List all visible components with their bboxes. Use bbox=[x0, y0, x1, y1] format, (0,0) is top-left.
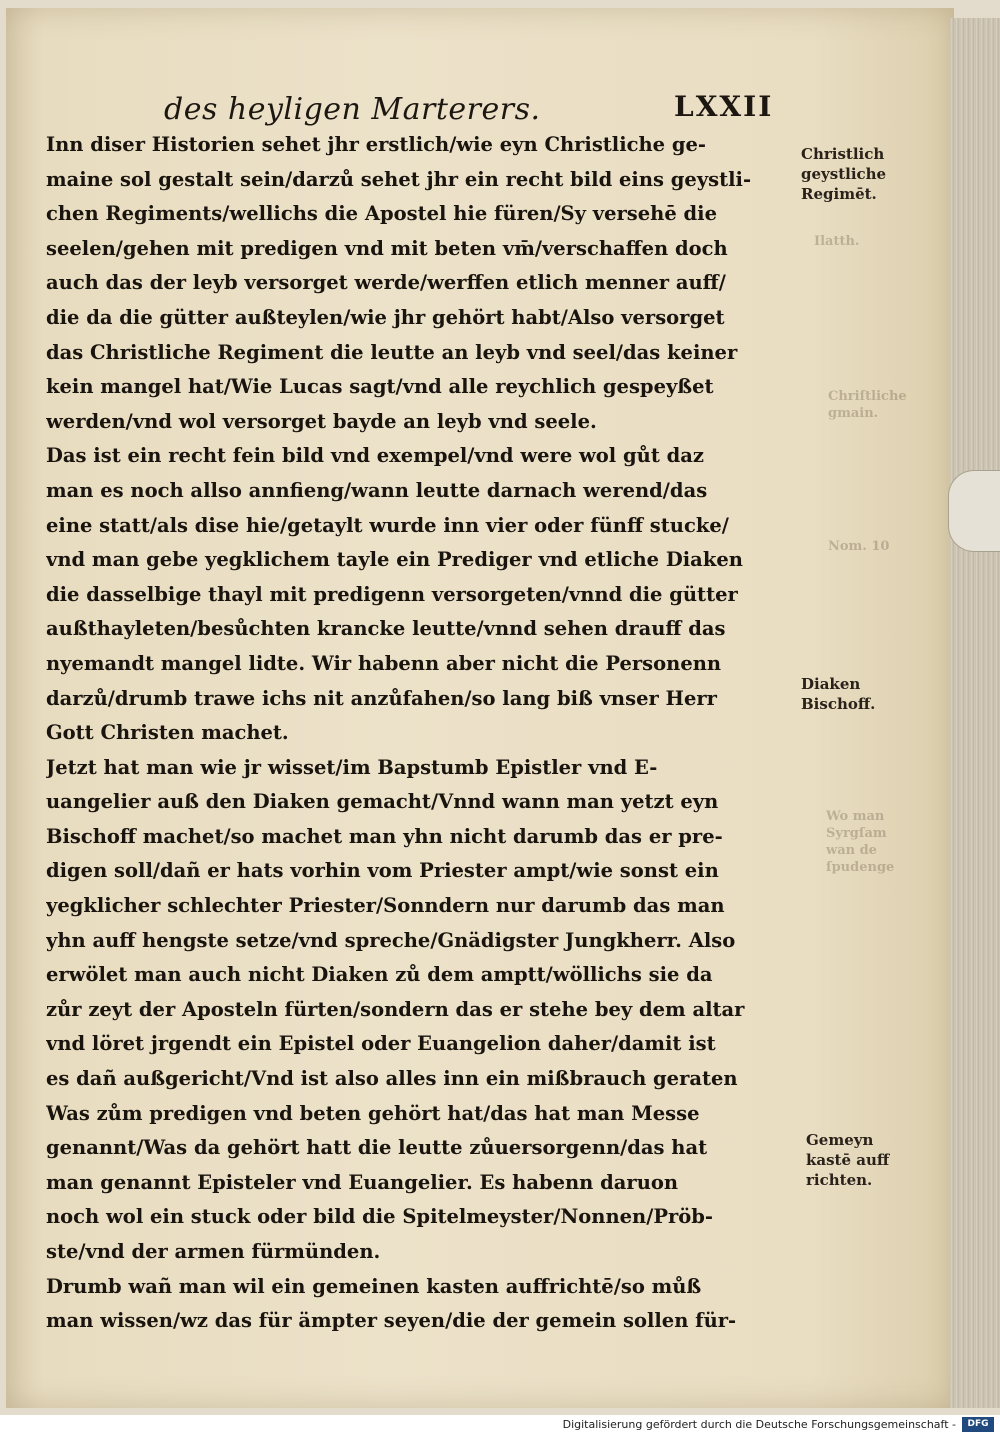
text-line: die da die gütter außteylen/wie jhr gehört habt/Also versorget bbox=[46, 305, 725, 329]
text-line: vnd löret jrgendt ein Epistel oder Euangelion daher/damit ist bbox=[46, 1032, 716, 1056]
text-line: Was zům predigen vnd beten gehört hat/das hat man Messe bbox=[46, 1101, 700, 1125]
text-line: es dañ außgericht/Vnd ist also alles inn ein mißbrauch geraten bbox=[46, 1067, 738, 1091]
text-line: das Christliche Regiment die leutte an leyb vnd seel/das keiner bbox=[46, 340, 738, 364]
book-fore-edge bbox=[950, 18, 1000, 1408]
marginal-note-line: Gemeyn bbox=[806, 1131, 874, 1149]
footer-bar bbox=[0, 1415, 1000, 1435]
text-line: yegklicher schlechter Priester/Sonndern nur darumb das man bbox=[46, 894, 725, 918]
marginal-note-line: Christlich bbox=[801, 145, 885, 163]
marginal-note-line: Diaken bbox=[801, 675, 861, 693]
show-through-text: Nom. 10 bbox=[828, 539, 890, 554]
text-line: kein mangel hat/Wie Lucas sagt/vnd alle reychlich gespeyßet bbox=[46, 375, 714, 399]
text-line: uangelier auß den Diaken gemacht/Vnnd wann man yetzt eyn bbox=[46, 790, 719, 814]
marginal-note-gemeyn bbox=[806, 1130, 889, 1190]
running-head: des heyligen Marterers. bbox=[164, 92, 541, 127]
text-line: Bischoff machet/so machet man yhn nicht darumb das er pre- bbox=[46, 824, 723, 848]
marginal-note-line: geystliche bbox=[801, 165, 887, 183]
marginal-note-line: Bischoff. bbox=[801, 695, 876, 713]
text-line: Jetzt hat man wie jr wisset/im Bapstumb Epistler vnd E- bbox=[46, 755, 658, 779]
text-line: auch das der leyb versorget werde/werffen etlich menner auff/ bbox=[46, 271, 726, 295]
text-line: darzů/drumb trawe ichs nit anzůfahen/so lang biß vnser Herr bbox=[46, 686, 717, 710]
text-line: yhn auff hengste setze/vnd spreche/Gnädigster Jungkherr. Also bbox=[46, 928, 736, 952]
text-line: erwölet man auch nicht Diaken zů dem amptt/wöllichs sie da bbox=[46, 963, 713, 987]
text-line: noch wol ein stuck oder bild die Spitelmeyster/Nonnen/Pröb- bbox=[46, 1205, 714, 1229]
text-line: genannt/Was da gehört hatt die leutte zůuersorgenn/das hat bbox=[46, 1136, 708, 1160]
folio-number: LXXII bbox=[674, 90, 774, 123]
text-line: man wissen/wz das für ämpter seyen/die der gemein sollen für- bbox=[46, 1309, 737, 1333]
main-text-block bbox=[46, 128, 798, 1339]
book-page bbox=[6, 8, 954, 1408]
marginal-note-line: Regimēt. bbox=[801, 185, 877, 203]
marginal-note-christlich bbox=[801, 144, 886, 204]
show-through-text: Chriſtliche gmain. bbox=[828, 389, 907, 421]
text-line: die dasselbige thayl mit predigenn versorgeten/vnnd die gütter bbox=[46, 582, 738, 606]
text-line: nyemandt mangel lidte. Wir habenn aber nicht die Personenn bbox=[46, 651, 722, 675]
text-line: Das ist ein recht fein bild vnd exempel/vnd were wol gůt daz bbox=[46, 444, 704, 468]
page-clip bbox=[948, 470, 1000, 552]
marginal-note-diaken bbox=[801, 674, 875, 714]
text-line: zůr zeyt der Aposteln fürten/sondern das er stehe bey dem altar bbox=[46, 997, 745, 1021]
text-line: maine sol gestalt sein/darzů sehet jhr ein recht bild eins geystli- bbox=[46, 167, 752, 191]
text-line: digen soll/dañ er hats vorhin vom Priester ampt/wie sonst ein bbox=[46, 859, 719, 883]
marginal-note-line: kastē auff bbox=[806, 1151, 890, 1169]
text-line: Drumb wañ man wil ein gemeinen kasten auffrichtē/so můß bbox=[46, 1274, 702, 1298]
text-line: werden/vnd wol versorget bayde an leyb vnd seele. bbox=[46, 409, 597, 433]
text-line: vnd man gebe yegklichem tayle ein Prediger vnd etliche Diaken bbox=[46, 548, 743, 572]
text-line: Gott Christen machet. bbox=[46, 721, 289, 745]
dfg-logo: DFG bbox=[962, 1417, 994, 1432]
text-line: man genannt Episteler vnd Euangelier. Es habenn daruon bbox=[46, 1170, 679, 1194]
text-line: außthayleten/besůchten krancke leutte/vnnd sehen drauff das bbox=[46, 617, 726, 641]
show-through-text: Wo man Syrgſam wan de ſpudenge bbox=[826, 809, 895, 875]
funding-credit: Digitalisierung gefördert durch die Deutsche Forschungsgemeinschaft - bbox=[562, 1418, 956, 1431]
text-line: Inn diser Historien sehet jhr erstlich/wie eyn Christliche ge- bbox=[46, 133, 707, 156]
text-line: ste/vnd der armen fürmünden. bbox=[46, 1240, 381, 1263]
text-line: chen Regiments/wellichs die Apostel hie füren/Sy versehē die bbox=[46, 202, 717, 226]
marginal-note-line: richten. bbox=[806, 1171, 873, 1189]
text-line: eine statt/als dise hie/getaylt wurde inn vier oder fünff stucke/ bbox=[46, 513, 729, 537]
text-line: seelen/gehen mit predigen vnd mit beten vm̄/verschaffen doch bbox=[46, 236, 728, 260]
text-line: man es noch allso annfieng/wann leutte darnach werend/das bbox=[46, 478, 708, 502]
show-through-text: Ilatth. bbox=[814, 234, 860, 249]
